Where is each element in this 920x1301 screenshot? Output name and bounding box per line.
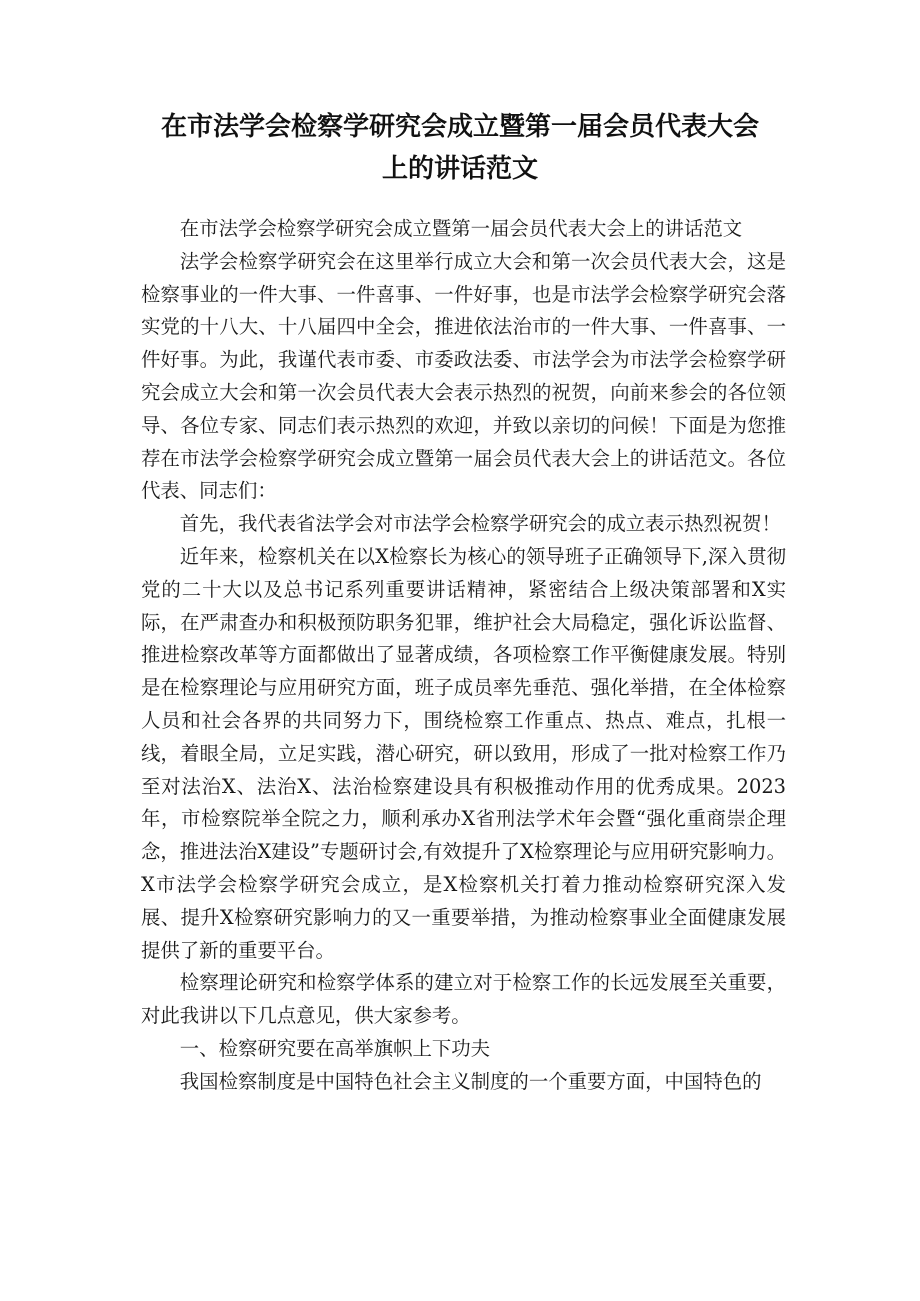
document-title bbox=[120, 106, 800, 190]
section-heading-1: 一、检察研究要在高举旗帜上下功夫 bbox=[179, 1036, 491, 1060]
paragraph-section-1: 我国检察制度是中国特色社会主义制度的一个重要方面，中国特色的 bbox=[179, 1069, 762, 1093]
paragraph-subtitle: 在市法学会检察学研究会成立暨第一届会员代表大会上的讲话范文 bbox=[179, 217, 743, 240]
paragraph-intro: 法学会检察学研究会在这里举行成立大会和第一次会员代表大会，这是检察事业的一件大事、一件喜事、一件好事，也是市法学会检察学研究会落实党的十八大、十八届四中全会，推进依法治市的一件大事、一件喜事、一件好事。为此，我谨代表市委、市委政法委、市法学会为市法学会检察学研究会成立大会和第一次会员代表大会表示热烈的祝贺，向前来参会的各位领导、各位专家、同志们表示热烈的欢迎，并致以亲切的问候！下面是为您推荐在市法学会检察学研究会成立暨第一届会员代表大会上的讲话范文。各位代表、同志们： bbox=[141, 249, 786, 503]
paragraph-congratulation: 首先，我代表省法学会对市法学会检察学研究会的成立表示热烈祝贺！ bbox=[179, 512, 781, 536]
paragraph-achievements: 近年来，检察机关在以X检察长为核心的领导班子正确领导下,深入贯彻党的二十大以及总书记系列重要讲话精神，紧密结合上级决策部署和X实际，在严肃查办和积极预防职务犯罪，维护社会大局稳定，强化诉讼监督、推进检察改革等方面都做出了显著成绩，各项检察工作平衡健康发展。特别是在检察理论与应用研究方面，班子成员率先垂范、强化举措，在全体检察人员和社会各界的共同努力下，围绕检察工作重点、热点、难点，扎根一线，着眼全局，立足实践，潜心研究，研以致用，形成了一批对检察工作乃至对法治X、法治X、法治检察建设具有积极推动作用的优秀成果。2023年，市检察院举全院之力，顺利承办X省刑法学术年会暨“强化重商崇企理念，推进法治X建设”专题研讨会,有效提升了X检察理论与应用研究影响力。X市法学会检察学研究会成立，是X检察机关打着力推动检察研究深入发展、提升X检察研究影响力的又一重要举措，为推动检察事业全面健康发展提供了新的重要平台。 bbox=[141, 544, 786, 962]
title-line-2: 上的讲话范文 bbox=[381, 154, 538, 184]
title-line-1: 在市法学会检察学研究会成立暨第一届会员代表大会 bbox=[160, 112, 759, 142]
paragraph-opinions: 检察理论研究和检察学体系的建立对于检察工作的长远发展至关重要，对此我讲以下几点意见，供大家参考。 bbox=[141, 971, 786, 1028]
document-body bbox=[141, 213, 786, 1099]
